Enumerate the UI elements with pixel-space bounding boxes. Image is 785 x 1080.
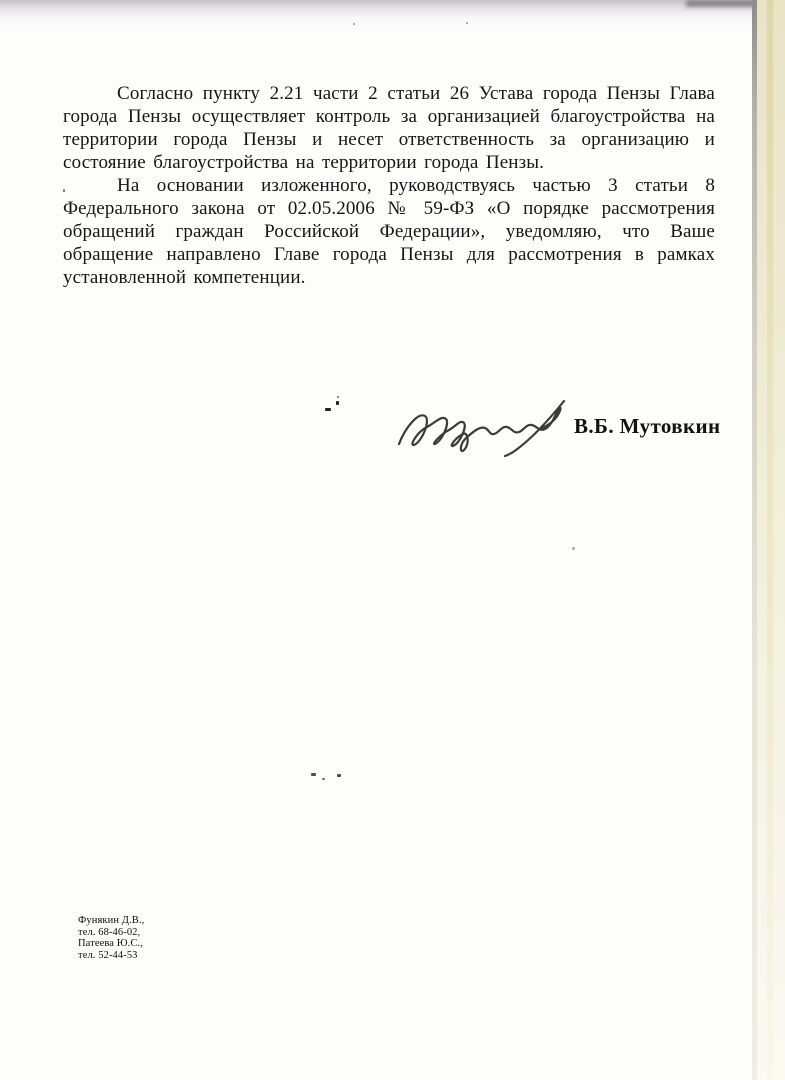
contact-line: Патеева Ю.С.,: [78, 938, 143, 949]
contact-line: Фунякин Д.В.,: [78, 915, 145, 926]
contact-line: тел. 52-44-53: [78, 949, 138, 961]
signer-name: В.Б. Мутовкин: [574, 414, 721, 438]
scan-top-right-shadow: [686, 0, 758, 7]
paragraph-legal-basis: Согласно пункту 2.21 части 2 статьи 26 Устава города Пензы Глава города Пензы осуществляет контроль за организацией благоустройства на территории города Пензы и несет ответственность за организацию и состояние благоустройства на территории города Пензы.: [63, 83, 715, 173]
ink-speck: [337, 396, 339, 398]
page-edge-strip-line: [767, 0, 773, 1080]
ink-speck: [466, 22, 468, 24]
contact-line: тел. 68-46-02,: [78, 926, 141, 938]
handwritten-signature-icon: [392, 392, 572, 467]
scan-top-shadow: [0, 0, 785, 30]
letter-body: [63, 82, 715, 289]
ink-speck: [63, 189, 65, 192]
contact-footer: [78, 915, 144, 961]
ink-speck: [353, 23, 355, 25]
ink-speck: [311, 773, 316, 776]
paragraph-notification: На основании изложенного, руководствуясь частью 3 статьи 8 Федерального закона от 02.05.2006 № 59-ФЗ «О порядке рассмотрения обращений граждан Российской Федерации», уведомляю, что Ваше обращение направлено Главе города Пензы для рассмотрения в рамках установленной компетенции.: [63, 175, 715, 288]
ink-speck: [572, 547, 575, 550]
ink-speck: [325, 408, 331, 411]
ink-speck: [337, 774, 341, 777]
ink-speck: [322, 778, 325, 780]
ink-speck: [336, 401, 339, 405]
